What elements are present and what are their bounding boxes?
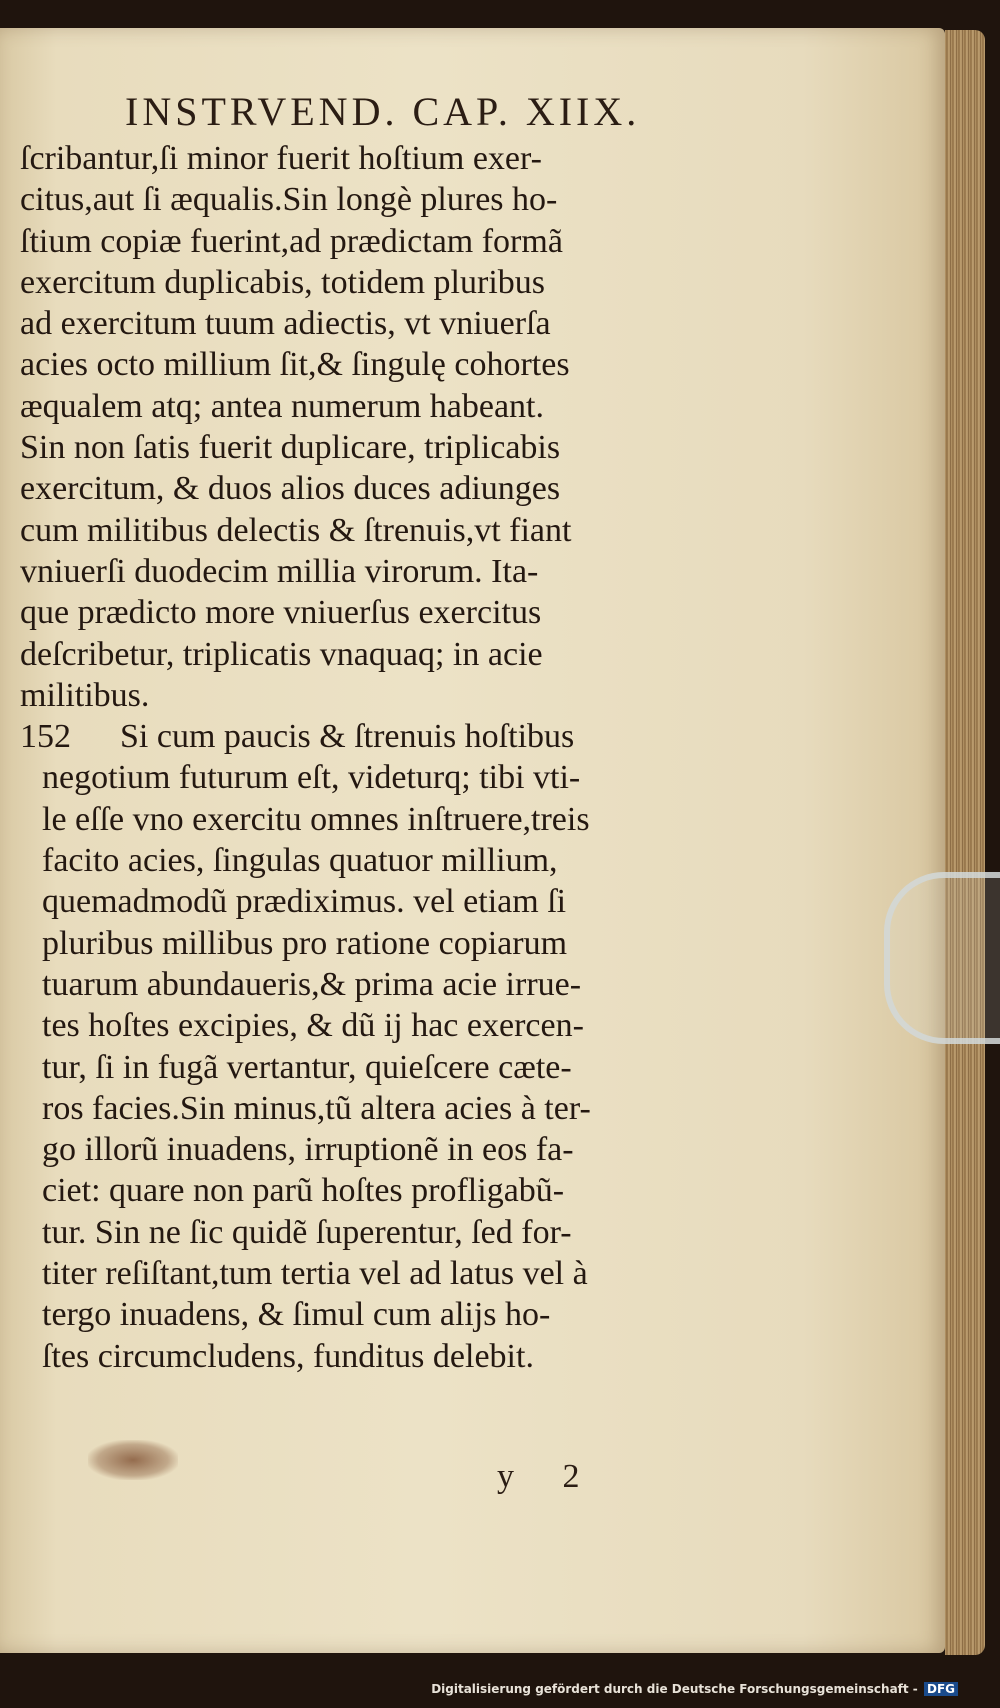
text-line: tes hoſtes excipies, & dũ ij hac exercen-	[42, 1007, 584, 1045]
text-line: pluribus millibus pro ratione copiarum	[42, 924, 568, 962]
section-number: 152	[20, 718, 71, 756]
text-line: acies octo millium ſit,& ſingulę cohortes	[20, 346, 570, 384]
text-line: tur. Sin ne ſic quidẽ ſuperentur, ſed for-	[42, 1213, 572, 1251]
text-line: ros facies.Sin minus,tũ altera acies à ter-	[42, 1089, 591, 1127]
text-line: cum militibus delectis & ſtrenuis,vt fiant	[20, 511, 572, 549]
section-first-line: Si cum paucis & ſtrenuis hoſtibus	[120, 718, 575, 756]
ink-stain	[88, 1440, 178, 1480]
text-line: ad exercitum tuum adiectis, vt vniuerſa	[20, 305, 551, 343]
digitization-footer	[431, 1682, 958, 1696]
text-line: vniuerſi duodecim millia virorum. Ita-	[20, 552, 539, 590]
text-line: ſcribantur,ſi minor fuerit hoſtium exer-	[20, 140, 542, 177]
text-line: Sin non ſatis fuerit duplicare, triplicabis	[20, 429, 561, 467]
text-line: que prædicto more vniuerſus exercitus	[20, 594, 542, 632]
text-line: militibus.	[20, 676, 150, 714]
text-line: ciet: quare non parũ hoſtes profligabũ-	[42, 1172, 565, 1210]
text-line: le eſſe vno exercitu omnes inſtruere,treis	[42, 800, 590, 838]
page-edges	[945, 30, 985, 1655]
footer-text: Digitalisierung gefördert durch die Deutsche Forschungsgemeinschaft -	[431, 1682, 918, 1696]
main-text	[20, 138, 925, 1377]
dfg-logo: DFG	[924, 1682, 958, 1696]
signature-mark: y 2	[497, 1458, 600, 1495]
text-line: exercitum duplicabis, totidem pluribus	[20, 263, 546, 301]
text-line: ſtes circumcludens, funditus delebit.	[42, 1337, 534, 1375]
text-line: exercitum, & duos alios duces adiunges	[20, 470, 561, 508]
text-line: tergo inuadens, & ſimul cum alijs ho-	[42, 1296, 551, 1334]
text-line: ſtium copiæ fuerint,ad prædictam formã	[20, 222, 563, 260]
section-start-line	[20, 716, 925, 757]
text-line: go illorũ inuadens, irruptionẽ in eos fa-	[42, 1131, 574, 1169]
text-line: tur, ſi in fugã vertantur, quieſcere cæte-	[42, 1048, 572, 1086]
text-line: facito acies, ſingulas quatuor millium,	[42, 842, 558, 880]
running-header: INSTRVEND. CAP. XIIX.	[125, 89, 641, 134]
text-line: deſcribetur, triplicatis vnaquaq; in acie	[20, 635, 543, 673]
text-line: negotium futurum eſt, videturq; tibi vti-	[42, 759, 581, 797]
text-line: quemadmodũ prædiximus. vel etiam ſi	[42, 883, 567, 921]
text-line: titer reſiſtant,tum tertia vel ad latus vel à	[42, 1255, 588, 1293]
text-line: citus,aut ſi æqualis.Sin longè plures ho-	[20, 181, 558, 219]
text-line: tuarum abundaueris,& prima acie irrue-	[42, 965, 582, 1003]
text-line: æqualem atq; antea numerum habeant.	[20, 387, 544, 425]
